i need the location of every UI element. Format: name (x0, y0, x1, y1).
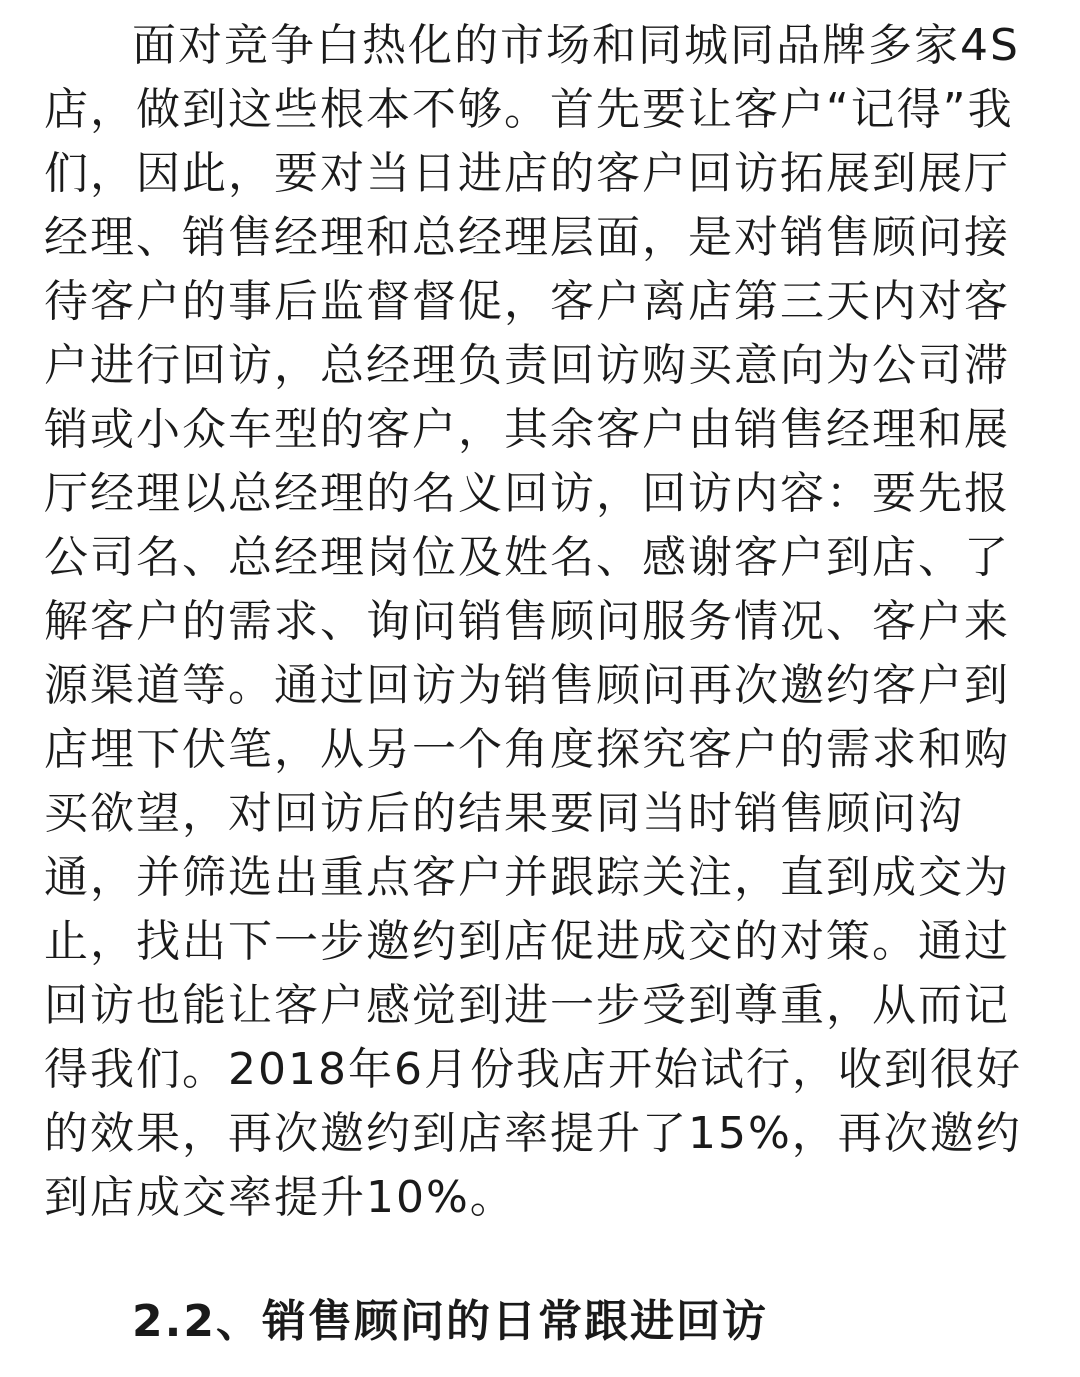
section-heading: 2.2、销售顾问的日常跟进回访 (132, 1296, 768, 1347)
paragraph-line: 厅经理以总经理的名义回访，回访内容：要先报 (44, 468, 1010, 519)
paragraph-line: 回访也能让客户感觉到进一步受到尊重，从而记 (44, 980, 1010, 1031)
paragraph-line: 止，找出下一步邀约到店促进成交的对策。通过 (44, 916, 1010, 967)
paragraph-line: 源渠道等。通过回访为销售顾问再次邀约客户到 (44, 660, 1010, 711)
paragraph-line: 待客户的事后监督督促，客户离店第三天内对客 (44, 276, 1010, 327)
paragraph-line: 店埋下伏笔，从另一个角度探究客户的需求和购 (44, 724, 1010, 775)
paragraph-line: 面对竞争白热化的市场和同城同品牌多家4S (132, 20, 1020, 71)
article-body (44, 0, 1036, 1230)
paragraph-line: 店，做到这些根本不够。首先要让客户“记得”我 (44, 84, 1014, 135)
paragraph-line: 解客户的需求、询问销售顾问服务情况、客户来 (44, 596, 1010, 647)
paragraph-line: 的效果，再次邀约到店率提升了15%，再次邀约 (44, 1108, 1022, 1159)
paragraph-line: 销或小众车型的客户，其余客户由销售经理和展 (44, 404, 1010, 455)
paragraph-line: 们，因此，要对当日进店的客户回访拓展到展厅 (44, 148, 1010, 199)
paragraph-line: 公司名、总经理岗位及姓名、感谢客户到店、了 (44, 532, 1010, 583)
paragraph-line: 通，并筛选出重点客户并跟踪关注，直到成交为 (44, 852, 1010, 903)
paragraph-line: 得我们。2018年6月份我店开始试行，收到很好 (44, 1044, 1022, 1095)
paragraph-line: 经理、销售经理和总经理层面，是对销售顾问接 (44, 212, 1010, 263)
paragraph-line: 到店成交率提升10%。 (44, 1172, 516, 1223)
paragraph-line: 户进行回访，总经理负责回访购买意向为公司滞 (44, 340, 1010, 391)
paragraph-line: 买欲望，对回访后的结果要同当时销售顾问沟 (44, 788, 964, 839)
